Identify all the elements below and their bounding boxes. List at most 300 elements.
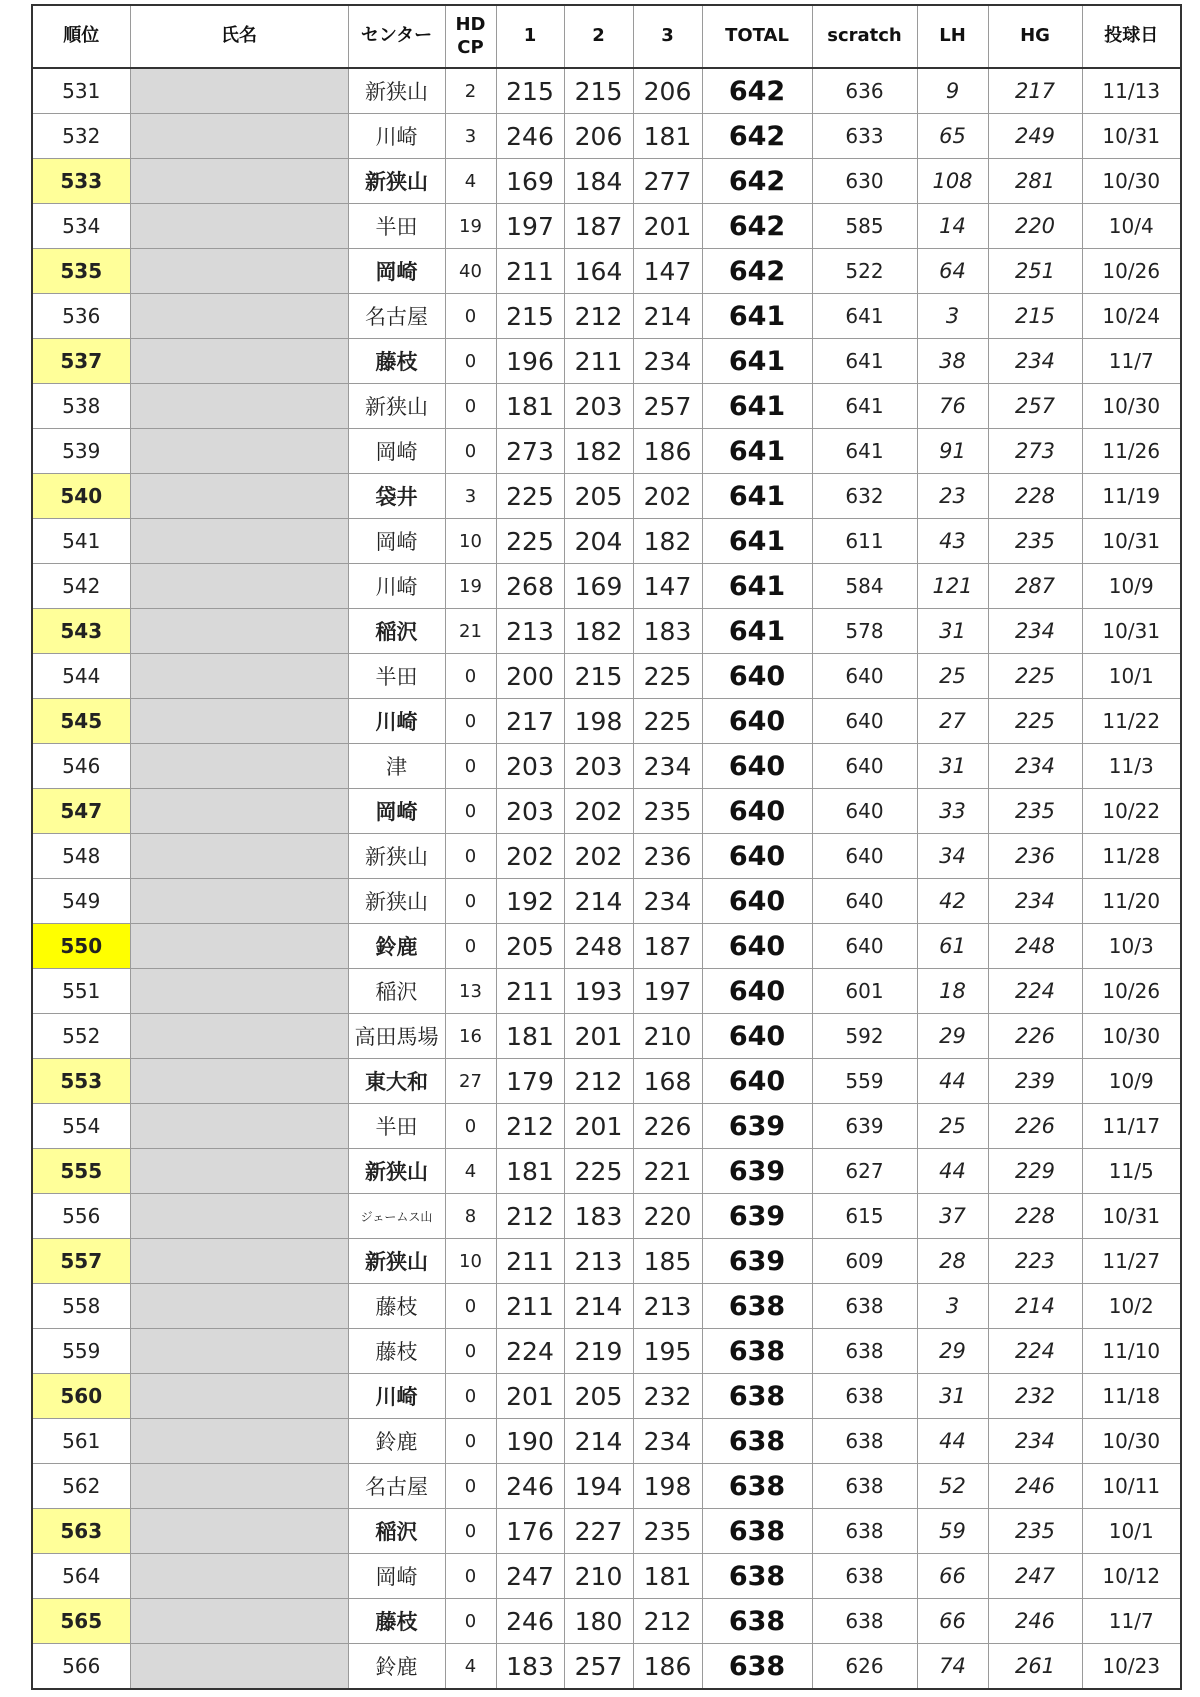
name-cell	[130, 654, 348, 699]
table-row	[32, 384, 1181, 429]
scratch-cell: 611	[812, 519, 917, 564]
lh-cell: 43	[917, 519, 988, 564]
table-row	[32, 789, 1181, 834]
rank-cell: 550	[32, 924, 130, 969]
name-cell	[130, 1104, 348, 1149]
date-cell: 11/20	[1082, 879, 1181, 924]
table-row	[32, 519, 1181, 564]
rank-cell: 564	[32, 1554, 130, 1599]
hg-cell: 234	[988, 879, 1082, 924]
game-3-cell: 186	[633, 429, 702, 474]
table-row	[32, 609, 1181, 654]
date-cell: 11/27	[1082, 1239, 1181, 1284]
rank-cell: 554	[32, 1104, 130, 1149]
game-3-cell: 226	[633, 1104, 702, 1149]
total-cell: 640	[702, 924, 812, 969]
game-3-cell: 234	[633, 1419, 702, 1464]
hdcp-cell: 0	[445, 294, 496, 339]
header-name: 氏名	[130, 5, 348, 68]
date-cell: 11/3	[1082, 744, 1181, 789]
game-2-cell: 219	[564, 1329, 633, 1374]
game-2-cell: 212	[564, 1059, 633, 1104]
game-2-cell: 215	[564, 68, 633, 114]
date-cell: 10/12	[1082, 1554, 1181, 1599]
rank-cell: 541	[32, 519, 130, 564]
total-cell: 638	[702, 1644, 812, 1690]
lh-cell: 66	[917, 1599, 988, 1644]
name-cell	[130, 1374, 348, 1419]
name-cell	[130, 204, 348, 249]
lh-cell: 38	[917, 339, 988, 384]
name-cell	[130, 1464, 348, 1509]
hg-cell: 247	[988, 1554, 1082, 1599]
rank-cell: 534	[32, 204, 130, 249]
hdcp-cell: 4	[445, 1644, 496, 1690]
game-3-cell: 181	[633, 1554, 702, 1599]
date-cell: 10/31	[1082, 609, 1181, 654]
lh-cell: 28	[917, 1239, 988, 1284]
date-cell: 10/26	[1082, 969, 1181, 1014]
scratch-cell: 585	[812, 204, 917, 249]
name-cell	[130, 1014, 348, 1059]
table-row	[32, 474, 1181, 519]
date-cell: 10/30	[1082, 159, 1181, 204]
game-2-cell: 204	[564, 519, 633, 564]
game-3-cell: 235	[633, 789, 702, 834]
game-1-cell: 217	[496, 699, 564, 744]
hdcp-cell: 21	[445, 609, 496, 654]
hg-cell: 225	[988, 699, 1082, 744]
name-cell	[130, 609, 348, 654]
name-cell	[130, 744, 348, 789]
rank-cell: 538	[32, 384, 130, 429]
hg-cell: 226	[988, 1014, 1082, 1059]
hg-cell: 234	[988, 339, 1082, 384]
game-2-cell: 184	[564, 159, 633, 204]
scratch-cell: 592	[812, 1014, 917, 1059]
rank-cell: 545	[32, 699, 130, 744]
date-cell: 10/9	[1082, 1059, 1181, 1104]
rank-cell: 561	[32, 1419, 130, 1464]
hdcp-cell: 0	[445, 1464, 496, 1509]
date-cell: 10/1	[1082, 1509, 1181, 1554]
header-game-1: 1	[496, 5, 564, 68]
scratch-cell: 640	[812, 654, 917, 699]
game-2-cell: 206	[564, 114, 633, 159]
game-1-cell: 179	[496, 1059, 564, 1104]
name-cell	[130, 1284, 348, 1329]
table-row	[32, 68, 1181, 114]
ranking-table	[31, 4, 1182, 1690]
header-lh: LH	[917, 5, 988, 68]
hdcp-cell: 3	[445, 114, 496, 159]
table-row	[32, 1014, 1181, 1059]
game-2-cell: 205	[564, 1374, 633, 1419]
center-cell: 稲沢	[348, 609, 445, 654]
total-cell: 641	[702, 339, 812, 384]
game-1-cell: 211	[496, 1239, 564, 1284]
lh-cell: 27	[917, 699, 988, 744]
game-3-cell: 187	[633, 924, 702, 969]
table-row	[32, 1509, 1181, 1554]
center-cell: 藤枝	[348, 1329, 445, 1374]
date-cell: 10/30	[1082, 1419, 1181, 1464]
table-row	[32, 1419, 1181, 1464]
game-2-cell: 201	[564, 1014, 633, 1059]
hg-cell: 228	[988, 474, 1082, 519]
game-2-cell: 248	[564, 924, 633, 969]
hg-cell: 234	[988, 609, 1082, 654]
game-1-cell: 201	[496, 1374, 564, 1419]
total-cell: 641	[702, 384, 812, 429]
table-row	[32, 204, 1181, 249]
table-row	[32, 1464, 1181, 1509]
center-cell: 半田	[348, 654, 445, 699]
lh-cell: 3	[917, 294, 988, 339]
game-1-cell: 212	[496, 1104, 564, 1149]
game-2-cell: 210	[564, 1554, 633, 1599]
game-3-cell: 147	[633, 564, 702, 609]
game-1-cell: 211	[496, 249, 564, 294]
hg-cell: 223	[988, 1239, 1082, 1284]
date-cell: 11/18	[1082, 1374, 1181, 1419]
hdcp-cell: 0	[445, 924, 496, 969]
header-hdcp	[445, 5, 496, 68]
game-3-cell: 195	[633, 1329, 702, 1374]
lh-cell: 91	[917, 429, 988, 474]
total-cell: 640	[702, 1014, 812, 1059]
table-row	[32, 159, 1181, 204]
game-1-cell: 211	[496, 969, 564, 1014]
game-2-cell: 182	[564, 429, 633, 474]
rank-cell: 546	[32, 744, 130, 789]
rank-cell: 562	[32, 1464, 130, 1509]
game-3-cell: 221	[633, 1149, 702, 1194]
table-row	[32, 969, 1181, 1014]
scratch-cell: 630	[812, 159, 917, 204]
name-cell	[130, 1599, 348, 1644]
total-cell: 640	[702, 834, 812, 879]
hg-cell: 281	[988, 159, 1082, 204]
game-1-cell: 183	[496, 1644, 564, 1690]
scratch-cell: 640	[812, 744, 917, 789]
total-cell: 638	[702, 1599, 812, 1644]
scratch-cell: 632	[812, 474, 917, 519]
name-cell	[130, 519, 348, 564]
hdcp-cell: 4	[445, 1149, 496, 1194]
game-1-cell: 225	[496, 519, 564, 564]
game-1-cell: 246	[496, 114, 564, 159]
header-center: センター	[348, 5, 445, 68]
rank-cell: 560	[32, 1374, 130, 1419]
hdcp-cell: 2	[445, 68, 496, 114]
total-cell: 640	[702, 789, 812, 834]
game-3-cell: 277	[633, 159, 702, 204]
lh-cell: 108	[917, 159, 988, 204]
center-cell: 新狭山	[348, 1239, 445, 1284]
center-cell: 名古屋	[348, 294, 445, 339]
game-2-cell: 215	[564, 654, 633, 699]
header-hg: HG	[988, 5, 1082, 68]
game-3-cell: 168	[633, 1059, 702, 1104]
rank-cell: 533	[32, 159, 130, 204]
table-row	[32, 294, 1181, 339]
table-row	[32, 699, 1181, 744]
game-1-cell: 215	[496, 68, 564, 114]
date-cell: 11/5	[1082, 1149, 1181, 1194]
total-cell: 638	[702, 1419, 812, 1464]
date-cell: 11/28	[1082, 834, 1181, 879]
game-1-cell: 181	[496, 1149, 564, 1194]
hdcp-cell: 0	[445, 789, 496, 834]
game-1-cell: 197	[496, 204, 564, 249]
date-cell: 10/26	[1082, 249, 1181, 294]
header-row	[32, 5, 1181, 68]
center-cell: 新狭山	[348, 1149, 445, 1194]
center-cell: 新狭山	[348, 384, 445, 429]
game-3-cell: 147	[633, 249, 702, 294]
hdcp-cell: 27	[445, 1059, 496, 1104]
table-row	[32, 1374, 1181, 1419]
game-2-cell: 198	[564, 699, 633, 744]
game-2-cell: 180	[564, 1599, 633, 1644]
total-cell: 640	[702, 879, 812, 924]
lh-cell: 64	[917, 249, 988, 294]
total-cell: 638	[702, 1509, 812, 1554]
game-1-cell: 181	[496, 1014, 564, 1059]
scratch-cell: 639	[812, 1104, 917, 1149]
game-1-cell: 213	[496, 609, 564, 654]
table-row	[32, 1284, 1181, 1329]
lh-cell: 34	[917, 834, 988, 879]
table-row	[32, 339, 1181, 384]
total-cell: 642	[702, 114, 812, 159]
hg-cell: 287	[988, 564, 1082, 609]
game-2-cell: 211	[564, 339, 633, 384]
rank-cell: 536	[32, 294, 130, 339]
hg-cell: 234	[988, 744, 1082, 789]
game-1-cell: 225	[496, 474, 564, 519]
lh-cell: 14	[917, 204, 988, 249]
game-2-cell: 202	[564, 834, 633, 879]
game-3-cell: 186	[633, 1644, 702, 1690]
hg-cell: 251	[988, 249, 1082, 294]
game-3-cell: 213	[633, 1284, 702, 1329]
total-cell: 642	[702, 249, 812, 294]
center-cell: 川崎	[348, 564, 445, 609]
lh-cell: 42	[917, 879, 988, 924]
rank-cell: 558	[32, 1284, 130, 1329]
total-cell: 642	[702, 204, 812, 249]
header-game-2: 2	[564, 5, 633, 68]
hdcp-cell: 0	[445, 654, 496, 699]
scratch-cell: 640	[812, 699, 917, 744]
rank-cell: 566	[32, 1644, 130, 1690]
scratch-cell: 638	[812, 1374, 917, 1419]
table-row	[32, 879, 1181, 924]
rank-cell: 540	[32, 474, 130, 519]
center-cell: 鈴鹿	[348, 924, 445, 969]
scratch-cell: 615	[812, 1194, 917, 1239]
game-2-cell: 164	[564, 249, 633, 294]
scratch-cell: 638	[812, 1329, 917, 1374]
table-row	[32, 834, 1181, 879]
lh-cell: 66	[917, 1554, 988, 1599]
hdcp-cell: 0	[445, 1554, 496, 1599]
rank-cell: 532	[32, 114, 130, 159]
game-2-cell: 227	[564, 1509, 633, 1554]
scratch-cell: 638	[812, 1284, 917, 1329]
game-2-cell: 169	[564, 564, 633, 609]
header-date: 投球日	[1082, 5, 1181, 68]
scratch-cell: 638	[812, 1509, 917, 1554]
name-cell	[130, 384, 348, 429]
hdcp-cell: 0	[445, 1509, 496, 1554]
game-2-cell: 213	[564, 1239, 633, 1284]
rank-cell: 543	[32, 609, 130, 654]
total-cell: 641	[702, 609, 812, 654]
total-cell: 639	[702, 1239, 812, 1284]
table-row	[32, 1059, 1181, 1104]
name-cell	[130, 1239, 348, 1284]
name-cell	[130, 969, 348, 1014]
hdcp-cell: 0	[445, 744, 496, 789]
center-cell: 鈴鹿	[348, 1644, 445, 1690]
rank-cell: 557	[32, 1239, 130, 1284]
hdcp-cell: 0	[445, 834, 496, 879]
scratch-cell: 522	[812, 249, 917, 294]
rank-cell: 563	[32, 1509, 130, 1554]
name-cell	[130, 294, 348, 339]
table-body	[32, 68, 1181, 1689]
center-cell: ジェームス山	[348, 1194, 445, 1239]
total-cell: 642	[702, 68, 812, 114]
game-3-cell: 232	[633, 1374, 702, 1419]
game-1-cell: 192	[496, 879, 564, 924]
scratch-cell: 640	[812, 924, 917, 969]
game-3-cell: 210	[633, 1014, 702, 1059]
lh-cell: 29	[917, 1329, 988, 1374]
game-2-cell: 214	[564, 879, 633, 924]
table-row	[32, 429, 1181, 474]
game-3-cell: 181	[633, 114, 702, 159]
game-1-cell: 246	[496, 1599, 564, 1644]
center-cell: 川崎	[348, 699, 445, 744]
name-cell	[130, 699, 348, 744]
name-cell	[130, 68, 348, 114]
game-1-cell: 203	[496, 744, 564, 789]
total-cell: 640	[702, 654, 812, 699]
rank-cell: 537	[32, 339, 130, 384]
center-cell: 新狭山	[348, 68, 445, 114]
hdcp-cell: 10	[445, 519, 496, 564]
center-cell: 半田	[348, 204, 445, 249]
game-2-cell: 203	[564, 384, 633, 429]
hg-cell: 217	[988, 68, 1082, 114]
total-cell: 639	[702, 1149, 812, 1194]
date-cell: 10/1	[1082, 654, 1181, 699]
hdcp-cell: 19	[445, 564, 496, 609]
scratch-cell: 638	[812, 1554, 917, 1599]
lh-cell: 121	[917, 564, 988, 609]
game-3-cell: 183	[633, 609, 702, 654]
center-cell: 岡崎	[348, 1554, 445, 1599]
game-3-cell: 225	[633, 654, 702, 699]
table-row	[32, 249, 1181, 294]
center-cell: 新狭山	[348, 879, 445, 924]
date-cell: 10/4	[1082, 204, 1181, 249]
table-row	[32, 1554, 1181, 1599]
rank-cell: 535	[32, 249, 130, 294]
date-cell: 10/30	[1082, 384, 1181, 429]
date-cell: 10/30	[1082, 1014, 1181, 1059]
name-cell	[130, 114, 348, 159]
rank-cell: 544	[32, 654, 130, 699]
game-3-cell: 185	[633, 1239, 702, 1284]
game-1-cell: 247	[496, 1554, 564, 1599]
total-cell: 638	[702, 1284, 812, 1329]
date-cell: 10/23	[1082, 1644, 1181, 1690]
game-2-cell: 203	[564, 744, 633, 789]
hg-cell: 236	[988, 834, 1082, 879]
table-row	[32, 1329, 1181, 1374]
center-cell: 岡崎	[348, 429, 445, 474]
name-cell	[130, 1509, 348, 1554]
game-1-cell: 203	[496, 789, 564, 834]
hg-cell: 235	[988, 519, 1082, 564]
scratch-cell: 578	[812, 609, 917, 654]
scratch-cell: 641	[812, 384, 917, 429]
scratch-cell: 633	[812, 114, 917, 159]
hg-cell: 261	[988, 1644, 1082, 1690]
date-cell: 10/2	[1082, 1284, 1181, 1329]
table-row	[32, 924, 1181, 969]
total-cell: 641	[702, 474, 812, 519]
scratch-cell: 638	[812, 1419, 917, 1464]
game-2-cell: 187	[564, 204, 633, 249]
game-3-cell: 198	[633, 1464, 702, 1509]
name-cell	[130, 1554, 348, 1599]
hdcp-cell: 13	[445, 969, 496, 1014]
hg-cell: 228	[988, 1194, 1082, 1239]
hg-cell: 215	[988, 294, 1082, 339]
name-cell	[130, 1194, 348, 1239]
date-cell: 10/11	[1082, 1464, 1181, 1509]
game-2-cell: 214	[564, 1284, 633, 1329]
total-cell: 638	[702, 1464, 812, 1509]
total-cell: 638	[702, 1554, 812, 1599]
scratch-cell: 638	[812, 1599, 917, 1644]
hg-cell: 235	[988, 1509, 1082, 1554]
lh-cell: 44	[917, 1419, 988, 1464]
lh-cell: 44	[917, 1059, 988, 1104]
name-cell	[130, 1644, 348, 1690]
center-cell: 川崎	[348, 1374, 445, 1419]
rank-cell: 531	[32, 68, 130, 114]
name-cell	[130, 879, 348, 924]
game-2-cell: 194	[564, 1464, 633, 1509]
rank-cell: 542	[32, 564, 130, 609]
hdcp-cell: 10	[445, 1239, 496, 1284]
game-3-cell: 257	[633, 384, 702, 429]
hg-cell: 226	[988, 1104, 1082, 1149]
rank-cell: 547	[32, 789, 130, 834]
name-cell	[130, 339, 348, 384]
game-1-cell: 268	[496, 564, 564, 609]
game-1-cell: 181	[496, 384, 564, 429]
game-2-cell: 205	[564, 474, 633, 519]
lh-cell: 74	[917, 1644, 988, 1690]
